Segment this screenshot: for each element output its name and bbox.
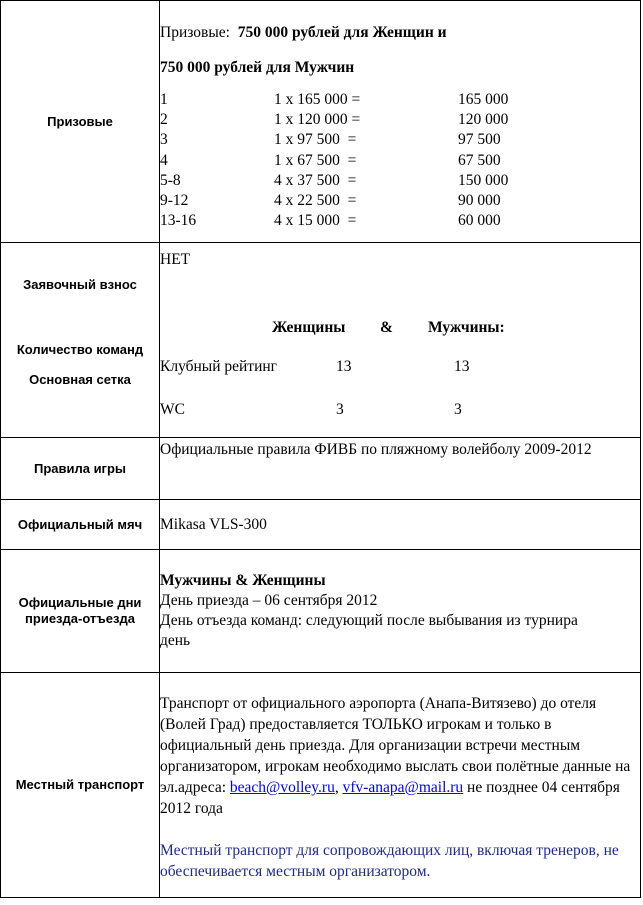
entry-fee-value: НЕТ [160, 251, 191, 268]
prize-list-item: 3 1 x 97 500 = 97 500 [160, 131, 501, 149]
prize-list-item: 5-8 4 x 37 500 = 150 000 [160, 171, 509, 189]
club-rating-men: 13 [454, 358, 470, 375]
ball-label-cell [1, 500, 160, 550]
main-draw-label: Основная сетка [29, 372, 131, 387]
prize-list-item: 4 1 x 67 500 = 67 500 [160, 151, 501, 169]
transport-text: Транспорт от официального аэропорта (Анапа-Витязево) до отеля (Волей Град) предоставляется ТОЛЬКО игрокам и только в официальный день приезда. Для организации встречи местным организатором, игрокам необходимо выслать свои полётные данные на эл.адреса: beach@volley.ru, vfv-anapa@mail.ru не позднее 04 сентября 2012 года [160, 695, 631, 817]
wc-men: 3 [454, 401, 462, 418]
club-rating-row [160, 357, 640, 377]
rules-row [1, 438, 641, 500]
transport-deadline: не позднее 04 сентября 2012 года [160, 779, 620, 817]
rules-value-cell [160, 438, 641, 500]
email-link-beach[interactable]: beach@volley.ru [229, 779, 335, 796]
men-header: Мужчины: [428, 319, 505, 336]
prize-intro-prefix: Призовые: [160, 24, 230, 41]
wc-label: WC [160, 401, 185, 418]
prize-list-item: 2 1 x 120 000 = 120 000 [160, 111, 509, 129]
ball-row [1, 500, 641, 550]
teams-value-cell [160, 243, 641, 438]
prize-row [1, 1, 641, 243]
days-heading: Мужчины & Женщины [160, 572, 326, 589]
prize-list-item: 1 1 x 165 000 = 165 000 [160, 91, 509, 108]
prize-intro [160, 23, 640, 43]
transport-row [1, 673, 641, 898]
teams-header [160, 318, 640, 338]
team-count-label: Количество команд [16, 342, 144, 357]
ampersand: & [380, 319, 393, 336]
ball-value-cell [160, 500, 641, 550]
wc-row [160, 400, 640, 420]
prize-intro-women: 750 000 рублей для Женщин и [237, 24, 447, 41]
ball-value: Mikasa VLS-300 [160, 515, 267, 533]
prize-distribution-list [160, 90, 640, 231]
prize-list-item: 13-16 4 x 15 000 = 60 000 [160, 212, 501, 230]
club-rating-label: Клубный рейтинг [160, 358, 278, 375]
days-value-cell [160, 550, 641, 673]
departure-day: День отъезда команд: следующий после выбывания из турнира день [160, 612, 578, 649]
days-row [1, 550, 641, 673]
days-label: Официальные дни приезда-отъезда [18, 595, 142, 626]
prize-label: Призовые [47, 113, 113, 129]
transport-note: Местный транспорт для сопровождающих лиц, включая тренеров, не обеспечивается местным организатором. [160, 842, 619, 880]
prize-intro-men: 750 000 рублей для Мужчин [160, 59, 355, 76]
days-label-cell [1, 550, 160, 673]
rules-label: Правила игры [33, 460, 127, 476]
transport-description: Транспорт от официального аэропорта (Анапа-Витязево) до отеля (Волей Град) предоставляется ТОЛЬКО игрокам и только в официальный день приезда. Для организации встречи местным организатором, игрокам необходимо выслать свои полётные данные на эл.адреса: [160, 695, 631, 796]
email-link-anapa[interactable]: vfv-anapa@mail.ru [342, 779, 464, 796]
club-rating-women: 13 [336, 358, 352, 375]
transport-label: Местный транспорт [15, 777, 145, 792]
entry-fee-label: Заявочный взнос [23, 277, 137, 292]
arrival-day: День приезда – 06 сентября 2012 [160, 592, 378, 609]
ball-label: Официальный мяч [17, 516, 143, 532]
prize-value-cell [160, 1, 641, 243]
teams-row [1, 243, 641, 438]
prize-label-cell [1, 1, 160, 243]
wc-women: 3 [336, 401, 344, 418]
transport-value-cell [160, 673, 641, 898]
transport-label-cell [1, 673, 160, 898]
rules-value: Официальные правила ФИВБ по пляжному волейболу 2009-2012 [160, 441, 592, 458]
prize-list-item: 9-12 4 x 22 500 = 90 000 [160, 192, 501, 210]
rules-label-cell [1, 438, 160, 500]
teams-label-cell [1, 243, 160, 438]
women-header: Женщины [272, 319, 346, 336]
